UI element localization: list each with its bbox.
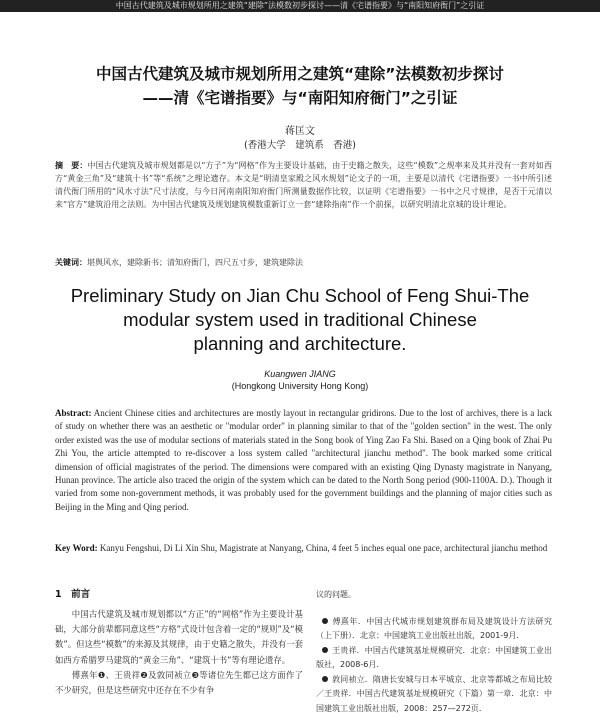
english-author: Kuangwen JIANG xyxy=(264,369,336,379)
english-title-line-1: Preliminary Study on Jian Chu School of Feng Shui-The xyxy=(70,285,530,306)
chinese-title-line-1: 中国古代建筑及城市规划所用之建筑“建除”法模数初步探讨 xyxy=(96,65,504,83)
footnote-text: 王贵祥．中国古代建筑基址规模研究．北京：中国建筑工业出版社，2008-6月． xyxy=(316,645,552,669)
footnote-text: 傅熹年．中国古代城市规划建筑群布局及建筑设计方法研究（上下册）．北京：中国建筑工业出版社出版，2001-9月． xyxy=(316,616,552,640)
body-paragraph: 中国古代建筑及城市规划都以“方正”的“网格”作为主要设计基础，大部分前辈都同意这些“方格”式设计包含着一定的“规则”及“模数”。但这些“模数”的来源及其规律，由于史籍之散失，并没有一套如西方希腊罗马建筑的“黄金三角”、“建筑十书”等有理论遗存。 xyxy=(55,609,303,665)
english-keywords xyxy=(55,542,552,555)
english-keywords-label: Key Word: xyxy=(55,543,98,553)
english-abstract-text: Ancient Chinese cities and architectures are mostly layout in rectangular gridirons. Due to the lost of archives, there is a lack of study on whether there was an aesthetic or "modular order" in planning similar to that of the "golden section" in the west. The only order existed was the use of modular sections of materials stated in the Song book of Ying Zao Fa Shi. Based on a Qing book of Zhai Pu Zhi You, the article attempted to re-discover a loss system called "architectural jianchu method". The book marked some critical dimension of official magistrates of the period. The dimensions were compared with an existing Qing Dynasty magistrate in Nanyang, Hunan province. The article also traced the origin of the system which can be dated to the North Song period (900-1100A. D.). Though it varied from some non-government methods, it was probably used for the government buildings and the planning of major cities such as Beijing in the Ming and Qing period. xyxy=(55,408,552,512)
footnote-bullet-icon xyxy=(322,618,328,624)
english-title-line-2: modular system used in traditional Chinese xyxy=(123,309,477,330)
chinese-abstract-label: 摘 要： xyxy=(55,161,88,170)
chinese-affiliation: (香港大学 建筑系 香港) xyxy=(244,140,356,151)
english-keywords-text: Kanyu Fengshui, Di Li Xin Shu, Magistrate at Nanyang, China, 4 feet 5 inches equal one pace, architectural jianchu method xyxy=(99,543,548,553)
body-continuation: 议的问题。 xyxy=(316,590,356,599)
chinese-abstract xyxy=(55,159,552,211)
section-heading: 1 前言 xyxy=(55,589,91,600)
chinese-author: 蒋匡文 xyxy=(285,126,315,137)
chinese-title xyxy=(40,62,560,110)
english-title-line-3: planning and architecture. xyxy=(193,333,407,354)
chinese-abstract-text: 中国古代建筑及城市规划都是以“方子”为“网格”作为主要设计基础，由于史籍之散失，这些“模数”之规率来及其并没有一套对如西方“黄金三角”及“建筑十书”等“系统”之理论遗存。本文是“明清皇家殿之风水规划”论文子的一项，主要是以清代《宅谱指要》一书中所引述清代衙门所用的“风水寸法”尺寸法度，与今日河南南阳知府衙门所测量数据作比较，以证明《宅谱指要》一书中之尺寸规律，是否于元清以来“官方”建筑沿用之法则。为中国古代建筑及规划建筑模数重新订立一套“建除指南”作一个前探，以研究明清北京城的设计理论。 xyxy=(55,161,552,209)
footnote xyxy=(316,615,552,644)
chinese-keywords-text: 堪舆风水，建除新书；清知府衙门，四尺五寸步，建筑建除法 xyxy=(87,258,303,267)
footnote-text: 敦同祯立．隋唐长安城与日本平城京、北京等都城之布局比较／王贵祥．中国古代建筑基址规模研究（下篇）第一章．北京：中国建筑工业出版社出版，2008：257—272页． xyxy=(316,674,552,713)
footnote xyxy=(316,644,552,673)
english-abstract xyxy=(55,407,552,514)
body-right-column xyxy=(316,588,552,716)
chinese-title-line-2: ——清《宅谱指要》与“南阳知府衙门”之引证 xyxy=(142,89,458,107)
chinese-keywords-label: 关键词： xyxy=(55,258,87,267)
english-affiliation: (Hongkong University Hong Kong) xyxy=(231,381,369,391)
footnote-bullet-icon xyxy=(322,647,328,653)
running-header: 中国古代建筑及城市规划所用之建筑“建除”法模数初步探讨——清《宅谱指要》与“南阳知府衙门”之引证 xyxy=(0,0,600,12)
chinese-keywords xyxy=(55,256,552,269)
english-abstract-label: Abstract: xyxy=(55,408,92,418)
body-left-column xyxy=(55,588,303,698)
body-paragraph: 傅熹年❶、王贵祥❷及敦同祯立❸等诸位先生都已这方面作了不少研究，但是这些研究中还存在不少有争 xyxy=(55,669,303,696)
footnote-bullet-icon xyxy=(322,676,328,682)
footnote xyxy=(316,673,552,717)
english-title xyxy=(60,284,540,356)
